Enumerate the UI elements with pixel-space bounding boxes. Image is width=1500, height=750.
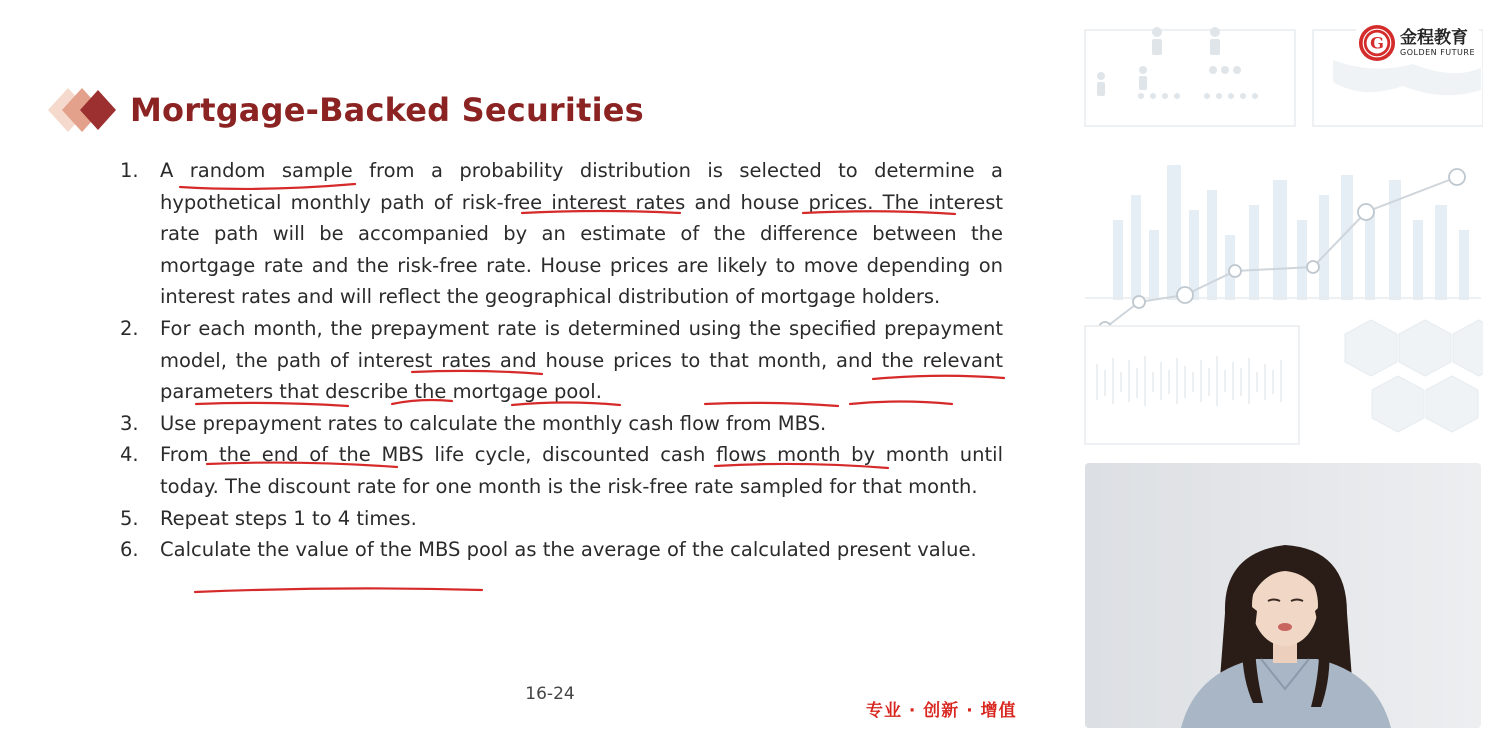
logo-text [1400,27,1476,57]
item-number: 1. [120,159,139,182]
item-text: Use prepayment rates to calculate the monthly cash flow from MBS. [160,411,827,435]
seal-letter: G [1370,33,1384,53]
presenter-video [1085,463,1481,728]
item-text: From the end of the MBS life cycle, discounted cash flows month by month until today. The discount rate for one month is the risk-free rate sampled for that month. [160,443,1003,498]
logo-english-name: GOLDEN FUTURE [1400,47,1476,57]
red-circular-seal-icon [1358,24,1396,62]
list-item [118,503,1003,535]
layered-diamonds-icon [46,82,126,138]
item-number: 3. [120,411,139,435]
item-number: 6. [120,538,139,562]
item-text: Calculate the value of the MBS pool as the average of the calculated present value. [160,538,977,562]
numbered-list [118,155,1003,566]
title-block [46,82,644,138]
list-item [118,155,1003,313]
item-text: For each month, the prepayment rate is determined using the specified prepayment model, the path of interest rates and house prices to that month, and the relevant parameters that describe the mortgage pool. [160,316,1003,404]
page-number: 16-24 [525,684,575,704]
list-item [118,439,1003,502]
item-text: A random sample from a probability distribution is selected to determine a hypothetical monthly path of risk-free interest rates and house prices. The interest rate path will be accompanied by an estimate of the difference between the mortgage rate and the risk-free rate. House prices are likely to move depending on interest rates and will reflect the geographical distribution of mortgage holders. [160,159,1003,309]
list-item [118,313,1003,408]
item-number: 2. [120,316,139,340]
item-number: 5. [120,506,139,530]
list-item [118,534,1003,566]
slogan: 专业 · 创新 · 增值 [866,701,1017,721]
decorative-infographic [1083,20,1483,450]
slide-title: Mortgage-Backed Securities [130,91,644,129]
item-text: Repeat steps 1 to 4 times. [160,506,417,530]
logo-chinese-name: 金程教育 [1400,27,1468,48]
item-number: 4. [120,443,139,467]
brand-logo [1356,22,1479,64]
list-item [118,408,1003,440]
